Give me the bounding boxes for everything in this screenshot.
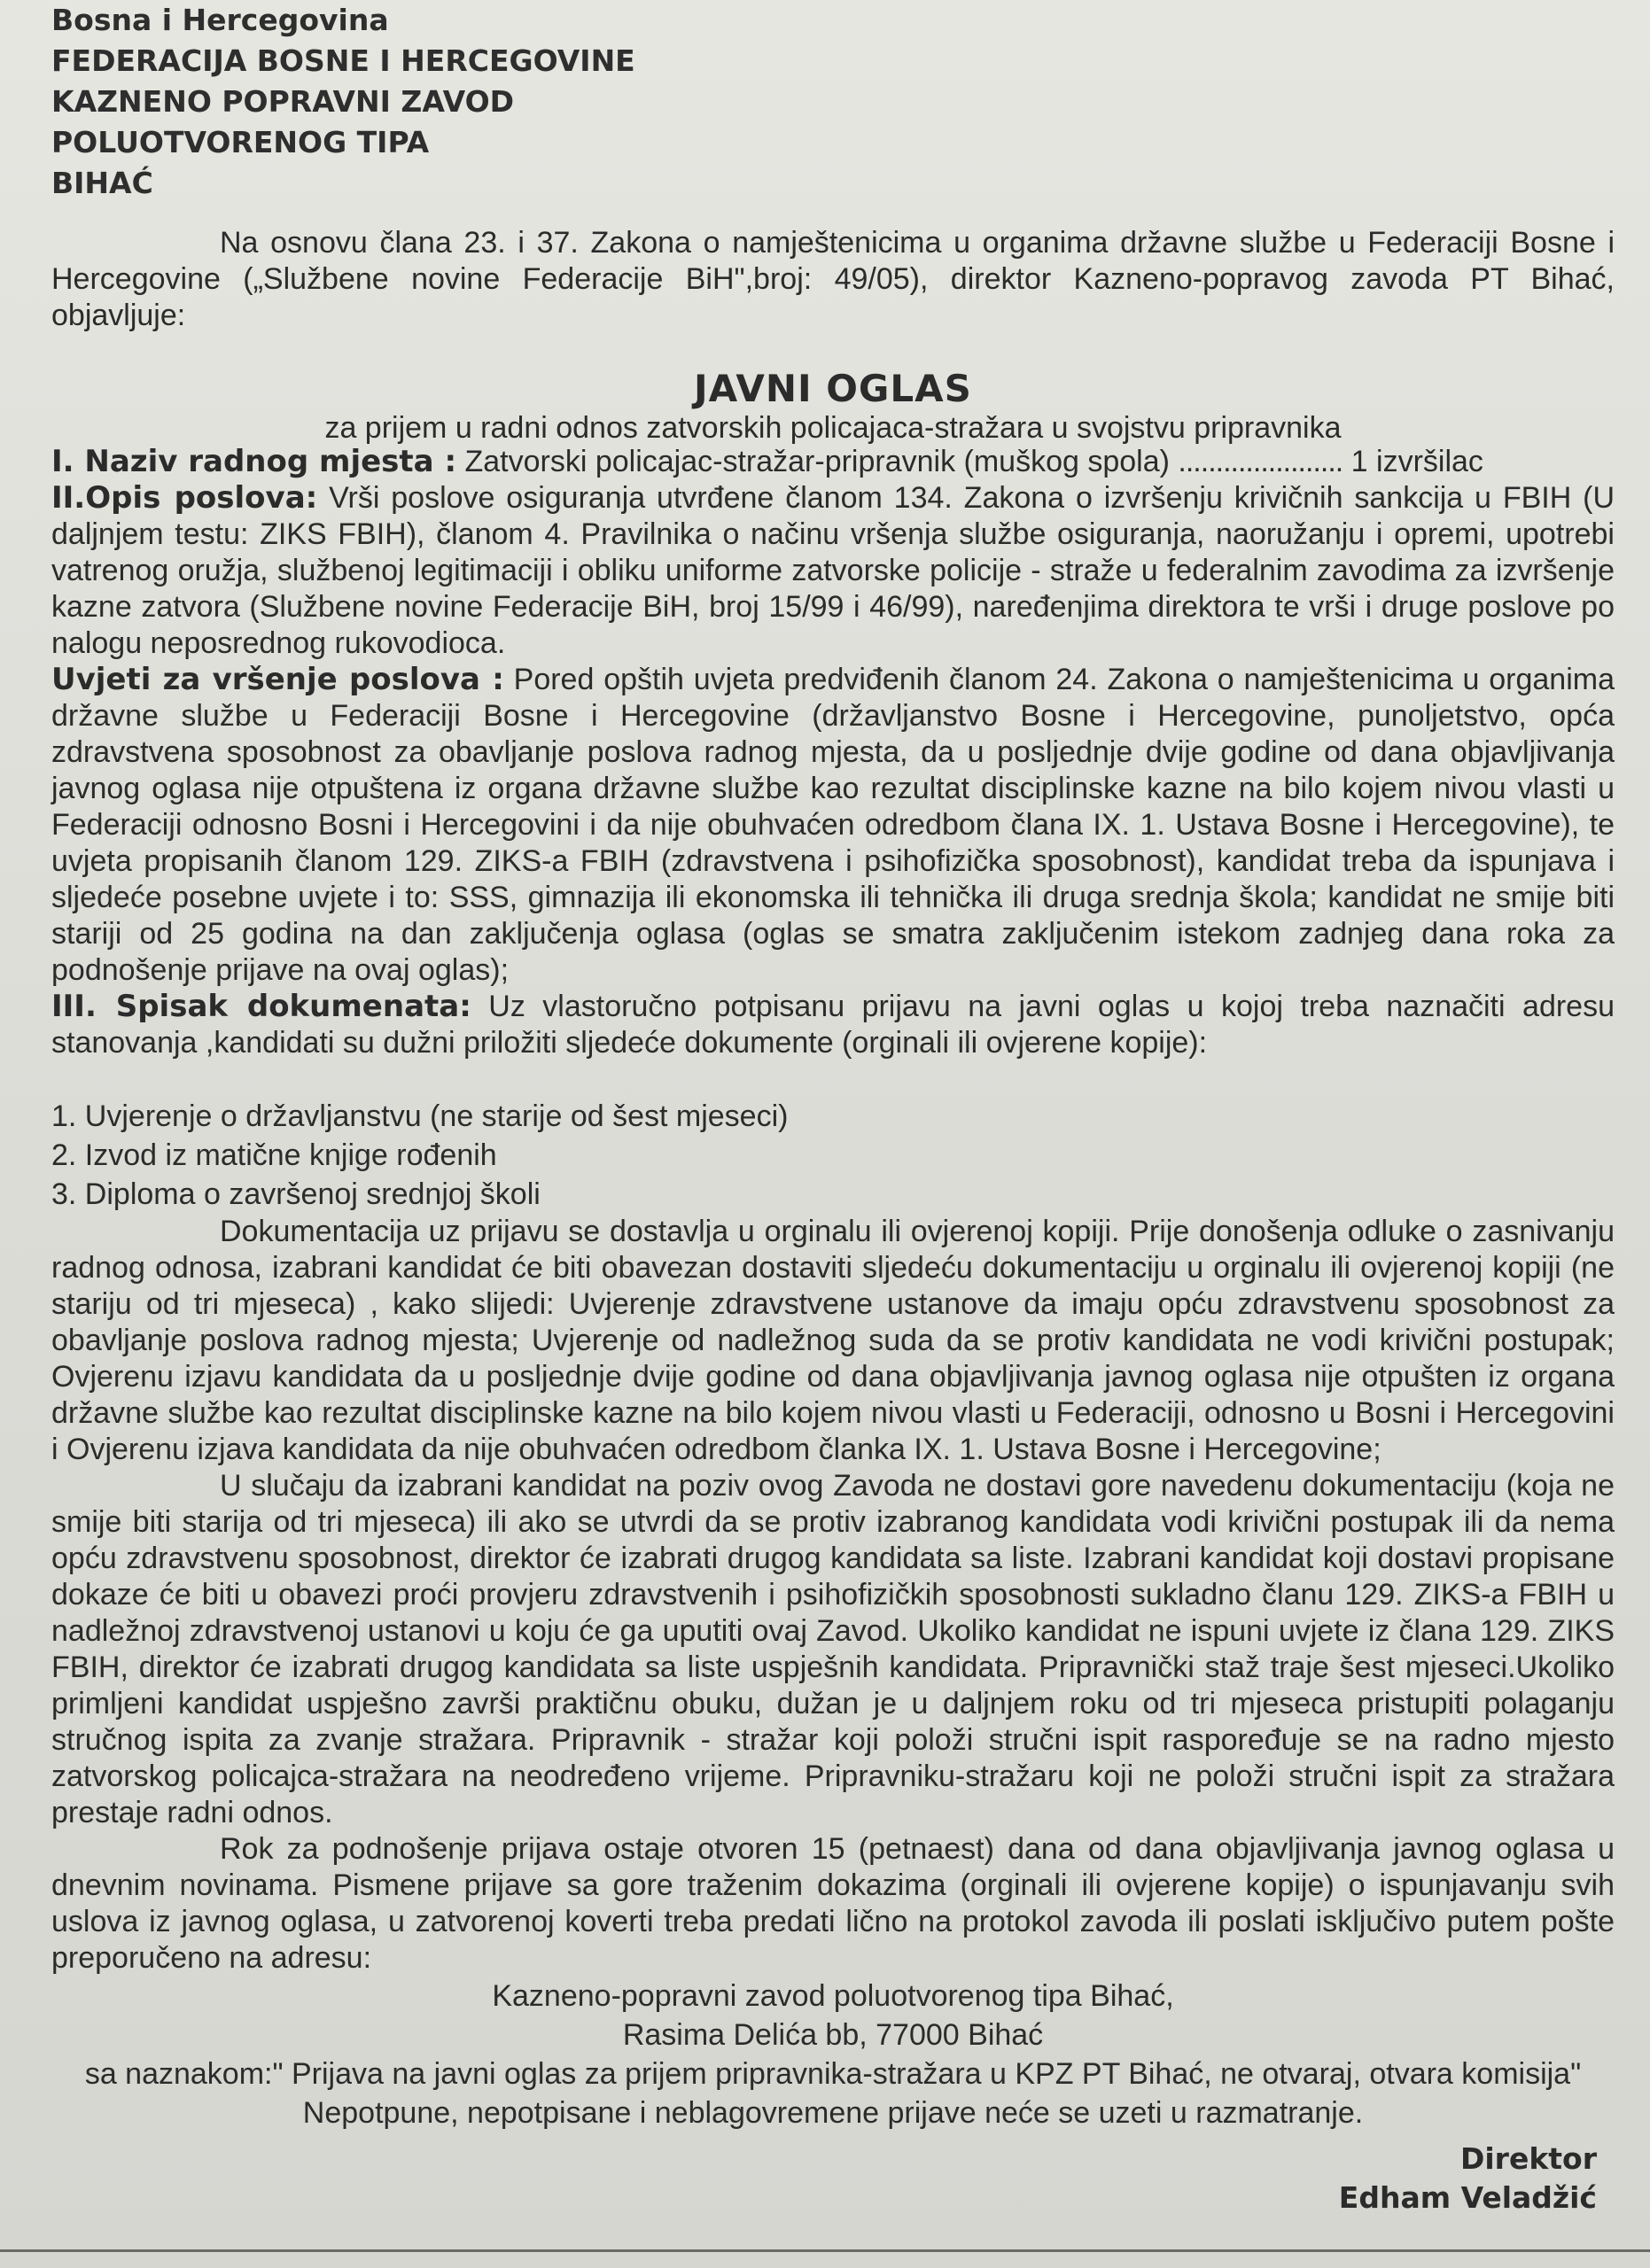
address-line-1: Kazneno-popravni zavod poluotvorenog tipa Bihać,	[492, 1979, 1174, 2013]
section-job-title-dots: ......................	[1178, 445, 1343, 478]
address-line-2: Rasima Delića bb, 77000 Bihać	[622, 2018, 1044, 2052]
section-job-title-text: Zatvorski policajac-stražar-pripravnik (muškog spola)	[456, 445, 1179, 478]
intro-paragraph: Na osnovu člana 23. i 37. Zakona o namještenicima u organima državne službe u Federaciji Bosne i Hercegovine („Službene novine Federacije BiH",broj: 49/05), direktor Kazneno-popravog zavoda PT Bihać, objavljuje:	[51, 226, 1615, 332]
section-job-description	[51, 480, 1615, 662]
list-item: 2. Izvod iz matične knjige rođenih	[51, 1138, 497, 1172]
section-job-title	[51, 444, 1615, 480]
section-job-description-text: Vrši poslove osiguranja utvrđene članom 134. Zakona o izvršenju krivičnih sankcija u FBIH (U daljnjem testu: ZIKS FBIH), članom 4. Pravilnika o načinu vršenja službe osiguranja, naoružanju i opremi, upotrebi vatrenog oružja, službenoj legitimaciji i obliku uniforme zatvorske policije - straže u federalnim zavodima za izvršenje kazne zatvora (Službene novine Federacije BiH, broj 15/99 i 46/99), naređenjima direktora te vrši i druge poslove po nalogu neposrednog rukovodioca.	[51, 481, 1615, 660]
section-documents	[51, 989, 1615, 1061]
document-subtitle: za prijem u radni odnos zatvorskih policajaca-stražara u svojstvu pripravnika	[324, 411, 1342, 445]
bottom-rule	[0, 2249, 1650, 2252]
document-title: JAVNI OGLAS	[694, 367, 972, 410]
header-institution: KAZNENO POPRAVNI ZAVOD	[51, 84, 515, 119]
list-item: 1. Uvjerenje o državljanstvu (ne starije od šest mjeseci)	[51, 1099, 789, 1133]
envelope-note: sa naznakom:" Prijava na javni oglas za prijem pripravnika-stražara u KPZ PT Bihać, ne otvaraj, otvara komisija"	[84, 2057, 1582, 2091]
paragraph-deadline: Rok za podnošenje prijava ostaje otvoren 15 (petnaest) dana od dana objavljivanja javnog oglasa u dnevnim novinama. Pismene prijave sa gore traženim dokazima (orginali ili ovjerene kopije) o ispunjavanju svih uslova iz javnog oglasa, u zatvorenoj koverti treba predati lično na protokol zavoda ili poslati isključivo putem pošte preporučeno na adresu:	[51, 1832, 1615, 1975]
section-job-title-count: 1 izvršilac	[1343, 445, 1483, 478]
paragraph-documentation: Dokumentacija uz prijavu se dostavlja u orginalu ili ovjerenoj kopiji. Prije donošenja odluke o zasnivanju radnog odnosa, izabrani kandidat će biti obavezan dostaviti sljedeću dokumentaciju u orginalu ili ovjerenoj kopiji (ne stariju od tri mjeseca) , kako slijedi: Uvjerenje zdravstvene ustanove da imaju opću zdravstvenu sposobnost za obavljanje poslova radnog mjesta; Uvjerenje od nadležnog suda da se protiv kandidata ne vodi krivični postupak; Ovjerenu izjavu kandidata da u posljednje dvije godine od dana objavljivanja javnog oglasa nije otpušten iz organa državne službe kao rezultat disciplinske kazne na bilo kojem nivou vlasti u Federaciji, odnosno u Bosni i Hercegovini i Ovjerenu izjava kandidata da nije obuhvaćen odredbom članka IX. 1. Ustava Bosne i Hercegovine;	[51, 1215, 1615, 1466]
rejection-note: Nepotpune, nepotpisane i neblagovremene prijave neće se uzeti u razmatranje.	[302, 2096, 1364, 2130]
signature-name: Edham Veladžić	[1338, 2180, 1597, 2215]
header-country: Bosna i Hercegovina	[51, 3, 389, 37]
section-conditions-label: Uvjeti za vršenje poslova :	[51, 662, 504, 697]
documents-list	[51, 1097, 1615, 1214]
header-type: POLUOTVORENOG TIPA	[51, 125, 430, 159]
paragraph-selection: U slučaju da izabrani kandidat na poziv ovog Zavoda ne dostavi gore navedenu dokumentaciju (koja ne smije biti starija od tri mjeseca) ili ako se utvrdi da se protiv izabranog kandidata vodi krivični postupak ili da nema opću zdravstvenu sposobnost, direktor će izabrati drugog kandidata sa liste. Izabrani kandidat koji dostavi propisane dokaze će biti u obavezi proći provjeru zdravstvenih i psihofizičkih sposobnosti sukladno članu 129. ZIKS-a FBIH u nadležnoj zdravstvenoj ustanovi u koju će ga uputiti ovaj Zavod. Ukoliko kandidat ne ispuni uvjete iz člana 129. ZIKS FBIH, direktor će izabrati drugog kandidata sa liste uspješnih kandidata. Pripravnički staž traje šest mjeseci.Ukoliko primljeni kandidat uspješno završi praktičnu obuku, dužan je u daljnjem roku od tri mjeseca pristupiti polaganju stručnog ispita za zvanje stražara. Pripravnik - stražar koji položi stručni ispit raspoređuje se na radno mjesto zatvorskog policajca-stražara na neodređeno vrijeme. Pripravniku-stražaru koji ne položi stručni ispit za stražara prestaje radni odnos.	[51, 1469, 1615, 1829]
section-documents-text: Uz vlastoručno potpisanu prijavu na javni oglas u kojoj treba naznačiti adresu stanovanja ,kandidati su dužni priložiti sljedeće dokumente (orginali ili ovjerene kopije):	[51, 990, 1615, 1060]
section-conditions-text: Pored opštih uvjeta predviđenih članom 24. Zakona o namještenicima u organima državne službe u Federaciji Bosne i Hercegovine (državljanstvo Bosne i Hercegovine, punoljetstvo, opća zdravstvena sposobnost za obavljanje poslova radnog mjesta, da u posljednje dvije godine od dana objavljivanja javnog oglasa nije otpuštena iz organa državne službe kao rezultat disciplinske kazne na bilo kojem nivou vlasti u Federaciji odnosno Bosni i Hercegovini i da nije obuhvaćen odredbom člana IX. 1. Ustava Bosne i Hercegovine), te uvjeta propisanih članom 129. ZIKS-a FBIH (zdravstvena i psihofizička sposobnost), kandidat treba da ispunjava i sljedeće posebne uvjete i to: SSS, gimnazija ili ekonomska ili tehnička ili druga srednja škola; kandidat ne smije biti stariji od 25 godina na dan zaključenja oglasa (oglas se smatra zaključenim istekom zadnjeg dana roka za podnošenje prijave na ovaj oglas);	[51, 663, 1615, 987]
section-documents-label: III. Spisak dokumenata:	[51, 989, 471, 1024]
section-conditions	[51, 662, 1615, 989]
issuer-header	[51, 0, 1615, 204]
section-job-description-label: II.Opis poslova:	[51, 480, 318, 516]
signature-title: Direktor	[1459, 2141, 1597, 2176]
header-city: BIHAĆ	[51, 166, 153, 200]
section-job-title-label: I. Naziv radnog mjesta :	[51, 444, 457, 479]
list-item: 3. Diploma o završenoj srednjoj školi	[51, 1177, 541, 1211]
header-federation: FEDERACIJA BOSNE I HERCEGOVINE	[51, 43, 635, 78]
